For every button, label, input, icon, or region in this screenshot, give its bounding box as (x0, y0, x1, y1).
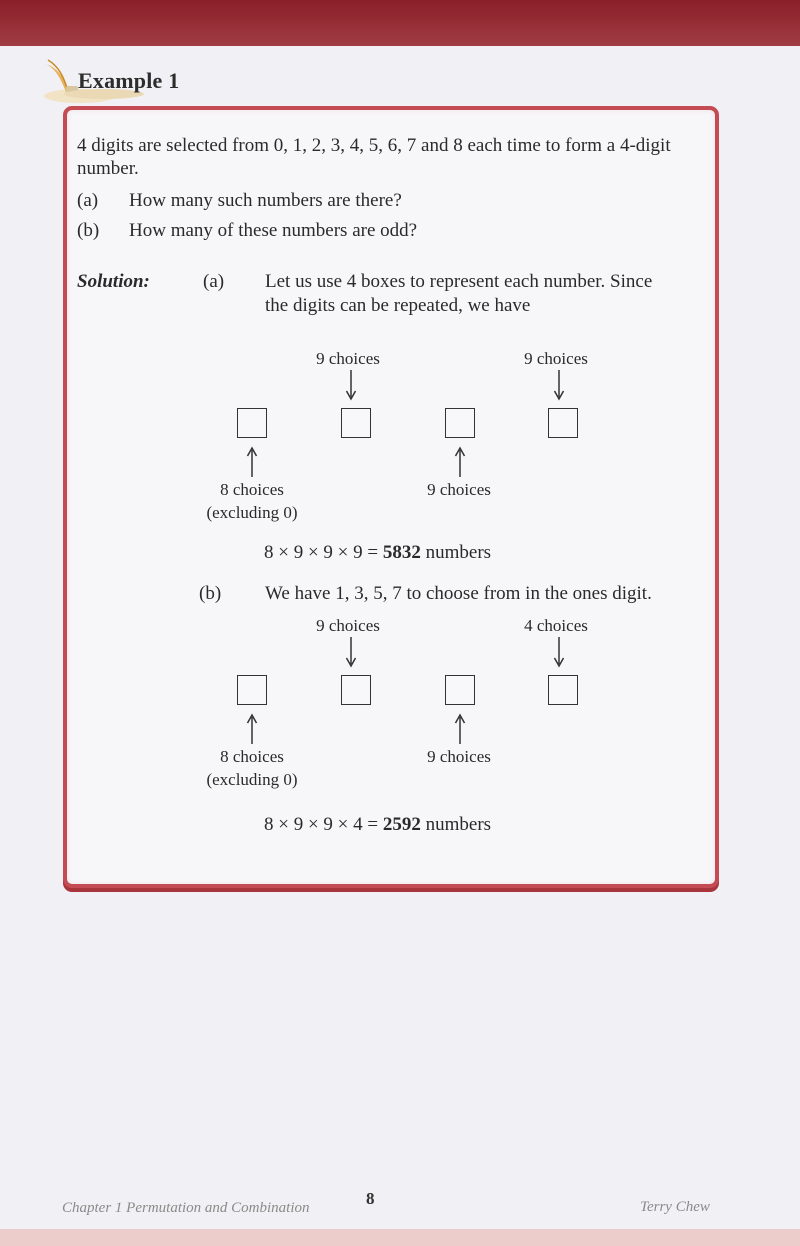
hundreds-digit-box (341, 675, 371, 705)
diagram-b-top-choice-4: 4 choices (524, 616, 588, 635)
example-badge (44, 58, 214, 104)
equation-b-result: 2592 (382, 814, 421, 835)
top-color-band (0, 0, 800, 46)
diagram-a-bottom-choice-1: 8 choices (220, 480, 284, 499)
problem-statement-line-2: number. (77, 158, 139, 179)
up-arrow-icon (454, 446, 466, 478)
tens-digit-box (445, 675, 475, 705)
diagram-b-bottom-choice-1-note: (excluding 0) (206, 770, 298, 789)
part-b-label: (b) (77, 220, 100, 241)
solution-a-line-1: Let us use 4 boxes to represent each number. Since (265, 271, 653, 292)
diagram-b-top-choice-2: 9 choices (316, 616, 380, 635)
page-number: 8 (366, 1189, 375, 1208)
part-a-question: How many such numbers are there? (129, 190, 402, 211)
tens-digit-box (445, 408, 475, 438)
example-box (63, 106, 719, 888)
up-arrow-icon (246, 446, 258, 478)
part-a-label: (a) (77, 190, 99, 211)
solution-a-line-2: the digits can be repeated, we have (265, 295, 531, 316)
diagram-b-bottom-choice-1: 8 choices (220, 747, 284, 766)
footer-author: Terry Chew (640, 1199, 710, 1215)
diagram-b-bottom-choice-3: 9 choices (427, 747, 491, 766)
equation-b-expression: 8 × 9 × 9 × 4 = (264, 814, 383, 835)
solution-b-text: We have 1, 3, 5, 7 to choose from in the ones digit. (265, 583, 652, 604)
diagram-a-top-choice-4: 9 choices (524, 349, 588, 368)
equation-a-expression: 8 × 9 × 9 × 9 = (264, 542, 383, 563)
up-arrow-icon (246, 713, 258, 745)
footer-chapter-title: Chapter 1 Permutation and Combination (62, 1200, 310, 1216)
part-b-question: How many of these numbers are odd? (129, 220, 418, 241)
equation-b-unit: numbers (420, 814, 492, 835)
diagram-a-top-choice-2: 9 choices (316, 349, 380, 368)
thousands-digit-box (237, 675, 267, 705)
ones-digit-box (548, 408, 578, 438)
hundreds-digit-box (341, 408, 371, 438)
equation-a-unit: numbers (420, 542, 492, 563)
equation-a (264, 541, 491, 565)
problem-statement-line-1: 4 digits are selected from 0, 1, 2, 3, 4, 5, 6, 7 and 8 each time to form a 4-digit (77, 135, 671, 156)
up-arrow-icon (454, 713, 466, 745)
solution-a-label: (a) (203, 271, 225, 292)
diagram-a-bottom-choice-3: 9 choices (427, 480, 491, 499)
diagram-a-bottom-choice-1-note: (excluding 0) (206, 503, 298, 522)
bottom-color-band (0, 1229, 800, 1246)
ones-digit-box (548, 675, 578, 705)
thousands-digit-box (237, 408, 267, 438)
equation-a-result: 5832 (382, 542, 421, 563)
solution-label: Solution: (77, 271, 150, 292)
example-title: Example 1 (78, 68, 180, 93)
down-arrow-icon (345, 636, 357, 668)
down-arrow-icon (553, 636, 565, 668)
down-arrow-icon (553, 369, 565, 401)
equation-b (264, 813, 491, 837)
solution-b-label: (b) (199, 583, 222, 604)
down-arrow-icon (345, 369, 357, 401)
